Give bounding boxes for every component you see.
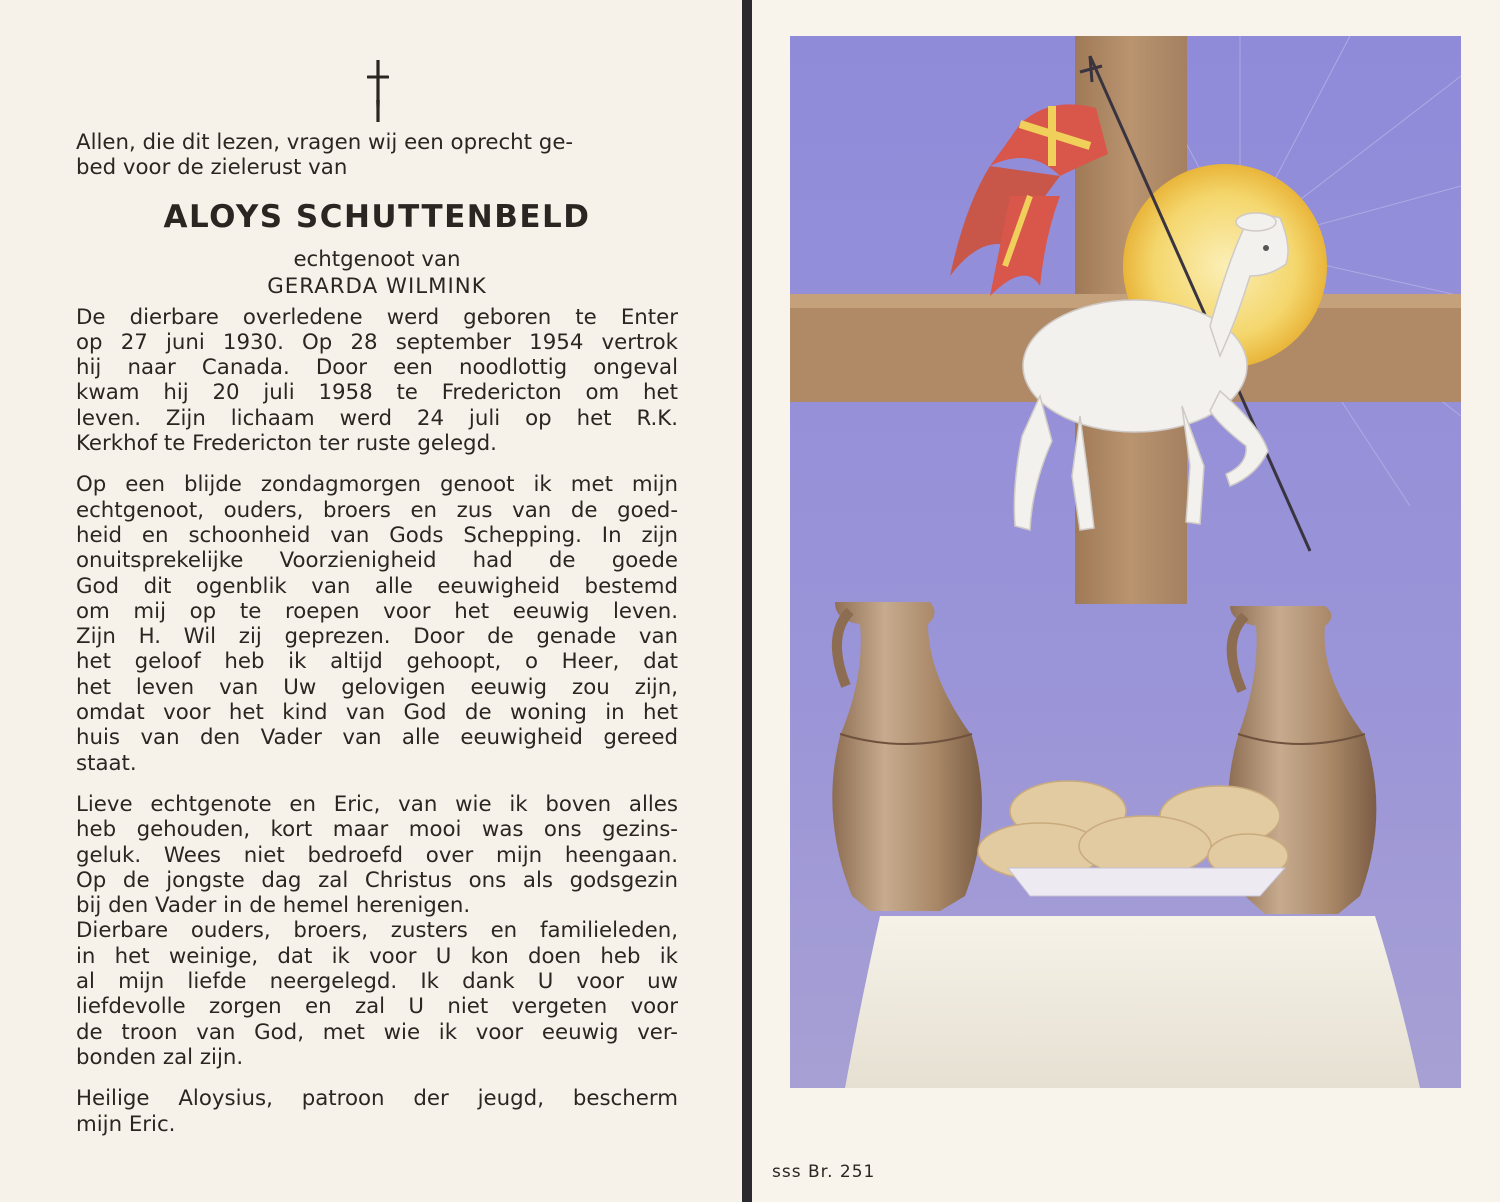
text-line: huis van den Vader van alle eeuwigheid gereed (76, 725, 678, 751)
catalog-number: sss Br. 251 (772, 1162, 876, 1182)
text-line: Op de jongste dag zal Christus ons als godsgezin (76, 867, 678, 893)
text-line: het leven van Uw gelovigen eeuwig zou zijn, (76, 674, 678, 700)
text-line: Op een blijde zondagmorgen genoot ik met mijn (76, 472, 678, 498)
deceased-name: ALOYS SCHUTTENBELD (163, 198, 591, 235)
text-line: het geloof heb ik altijd gehoopt, o Heer, dat (76, 649, 678, 675)
text-line: geluk. Wees niet bedroefd over mijn heengaan. (76, 842, 678, 868)
text-line: kwam hij 20 juli 1958 te Fredericton om het (76, 380, 678, 406)
text-line: heid en schoonheid van Gods Schepping. In zijn (76, 522, 678, 548)
text-line: hij naar Canada. Door een noodlottig ongeval (76, 355, 678, 381)
spouse-name: GERARDA WILMINK (267, 273, 487, 299)
text-line: Dierbare ouders, broers, zusters en familieleden, (76, 918, 678, 944)
spouse-relation: echtgenoot van (293, 246, 461, 272)
text-line: de troon van God, met wie ik voor eeuwig ver- (76, 1019, 678, 1045)
text-line: De dierbare overledene werd geboren te Enter (76, 304, 678, 330)
text-line: echtgenoot, ouders, broers en zus van de goed- (76, 497, 678, 523)
text-line: om mij op te roepen voor het eeuwig leven. (76, 598, 678, 624)
text-line: Kerkhof te Fredericton ter ruste gelegd. (76, 431, 497, 457)
text-line: bij den Vader in de hemel herenigen. (76, 893, 471, 919)
latin-cross-icon (367, 60, 389, 122)
bread-dish (1008, 868, 1285, 896)
text-line: heb gehouden, kort maar mooi was ons gezins- (76, 817, 678, 843)
text-line: leven. Zijn lichaam werd 24 juli op het R.K. (76, 405, 678, 431)
text-line: in het weinige, dat ik voor U kon doen heb ik (76, 943, 678, 969)
text-line: God dit ogenblik van alle eeuwigheid bestemd (76, 573, 678, 599)
lamb-of-god-illustration (790, 36, 1461, 1088)
altar-cloth (845, 916, 1420, 1088)
paragraph-prayer (76, 472, 678, 776)
text-line: bonden zal zijn. (76, 1044, 244, 1070)
memorial-card-text-side (0, 0, 742, 1202)
text-line: onuitsprekelijke Voorzienigheid had de goede (76, 548, 678, 574)
text-line: mijn Eric. (76, 1111, 176, 1137)
text-line: liefdevolle zorgen en zal U niet vergeten voor (76, 994, 678, 1020)
text-line: al mijn liefde neergelegd. Ik dank U voor uw (76, 969, 678, 995)
memorial-text (76, 130, 678, 1137)
text-line: staat. (76, 750, 137, 776)
memorial-card-image-side (752, 0, 1500, 1202)
paragraph-family (76, 792, 678, 1070)
text-line: Heilige Aloysius, patroon der jeugd, bescherm (76, 1086, 678, 1112)
text-line: Zijn H. Wil zij geprezen. Door de genade van (76, 624, 678, 650)
intro-line: Allen, die dit lezen, vragen wij een oprecht ge- bed voor de zielerust van (76, 130, 574, 181)
text-line: op 27 juni 1930. Op 28 september 1954 vertrok (76, 329, 678, 355)
text-line: omdat voor het kind van God de woning in het (76, 700, 678, 726)
paragraph-biography (76, 305, 678, 457)
paragraph-patron (76, 1086, 678, 1137)
text-line: Lieve echtgenote en Eric, van wie ik boven alles (76, 791, 678, 817)
